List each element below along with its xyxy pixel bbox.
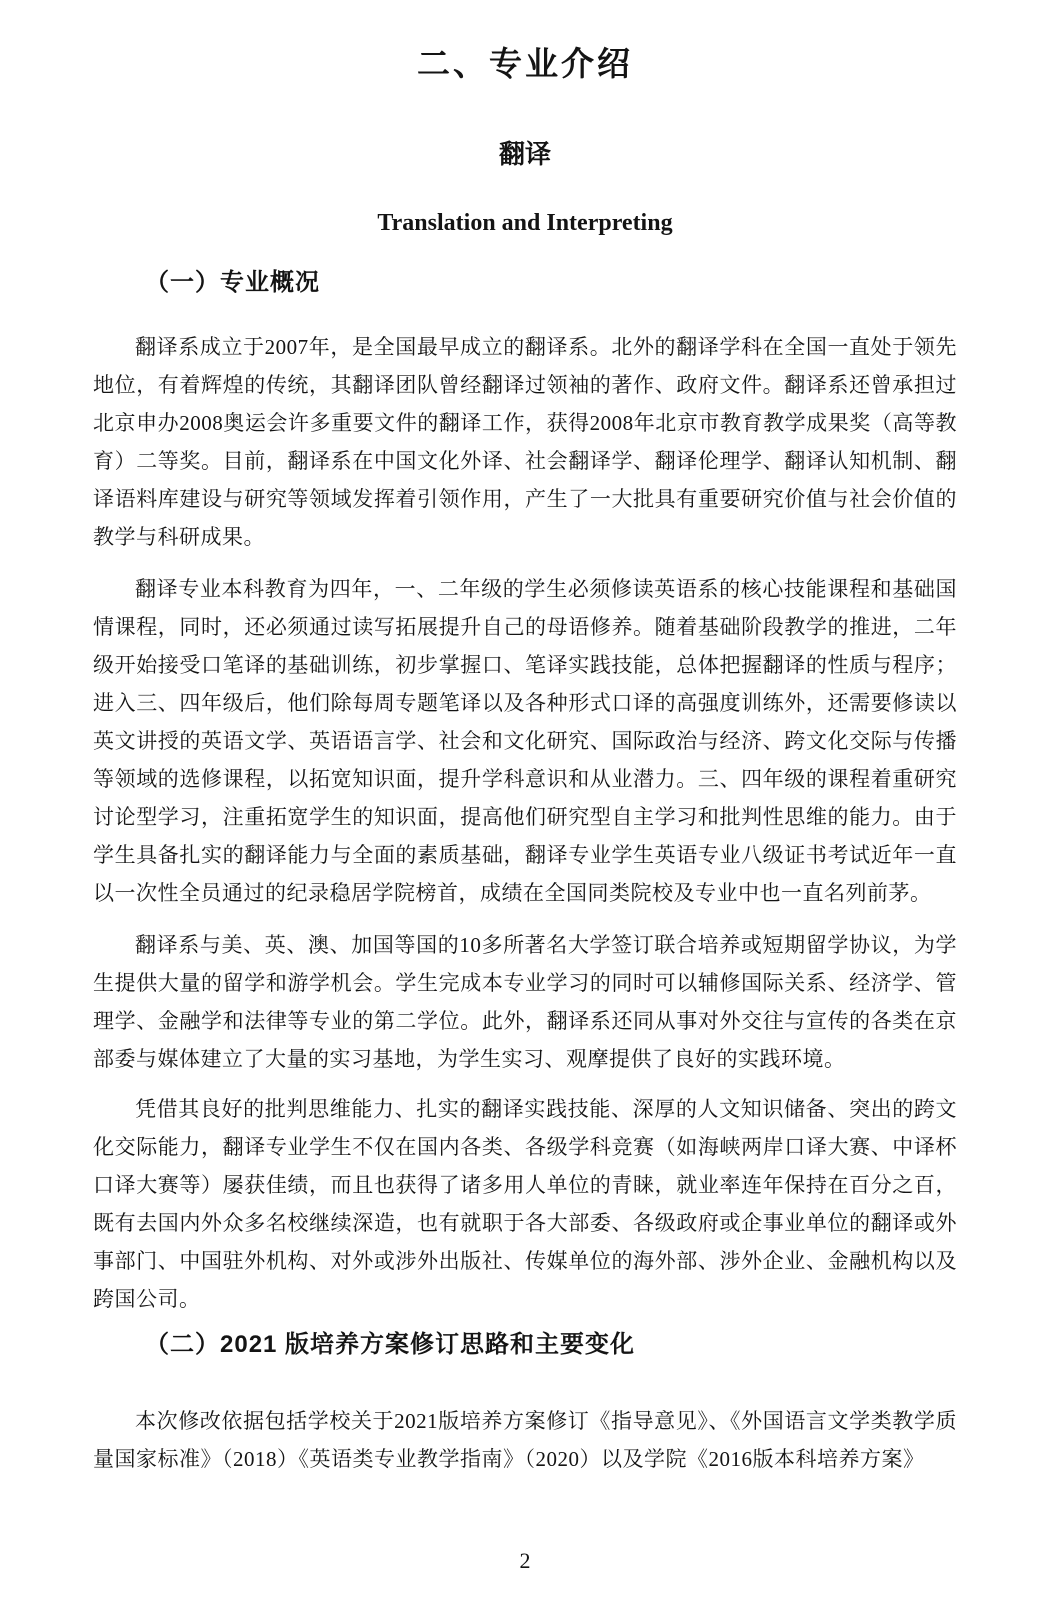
paragraph-exchange: 翻译系与美、英、澳、加国等国的10多所著名大学签订联合培养或短期留学协议，为学生提供大量的留学和游学机会。学生完成本专业学习的同时可以辅修国际关系、经济学、管理学、金融学和法律等专业的第二学位。此外，翻译系还同从事对外交往与宣传的各类在京部委与媒体建立了大量的实习基地，为学生实习、观摩提供了良好的实践环境。	[93, 933, 957, 1071]
section-heading-revision: （二）2021 版培养方案修订思路和主要变化	[145, 1331, 636, 1358]
paragraph-employment: 凭借其良好的批判思维能力、扎实的翻译实践技能、深厚的人文知识储备、突出的跨文化交际能力，翻译专业学生不仅在国内各类、各级学科竞赛（如海峡两岸口译大赛、中译杯口译大赛等）屡获佳绩，而且也获得了诸多用人单位的青睐，就业率连年保持在百分之百，既有去国内外众多名校继续深造，也有就职于各大部委、各级政府或企事业单位的翻译或外事部门、中国驻外机构、对外或涉外出版社、传媒单位的海外部、涉外企业、金融机构以及跨国公司。	[93, 1097, 957, 1311]
paragraph-history: 翻译系成立于2007年，是全国最早成立的翻译系。北外的翻译学科在全国一直处于领先地位，有着辉煌的传统，其翻译团队曾经翻译过领袖的著作、政府文件。翻译系还曾承担过北京申办2008奥运会许多重要文件的翻译工作，获得2008年北京市教育教学成果奖（高等教育）二等奖。目前，翻译系在中国文化外译、社会翻译学、翻译伦理学、翻译认知机制、翻译语料库建设与研究等领域发挥着引领作用，产生了一大批具有重要研究价值与社会价值的教学与科研成果。	[93, 335, 957, 549]
program-title-english: Translation and Interpreting	[377, 210, 673, 236]
program-title-chinese: 翻译	[498, 139, 551, 169]
section-heading-overview: （一）专业概况	[145, 269, 320, 296]
paragraph-revision-basis: 本次修改依据包括学校关于2021版培养方案修订《指导意见》、《外国语言文学类教学质量国家标准》（2018）《英语类专业教学指南》（2020）以及学院《2016版本科培养方案》	[93, 1409, 957, 1471]
document-title: 二、专业介绍	[417, 45, 633, 82]
page-number: 2	[519, 1548, 531, 1573]
paragraph-curriculum: 翻译专业本科教育为四年，一、二年级的学生必须修读英语系的核心技能课程和基础国情课程，同时，还必须通过读写拓展提升自己的母语修养。随着基础阶段教学的推进，二年级开始接受口笔译的基础训练，初步掌握口、笔译实践技能，总体把握翻译的性质与程序；进入三、四年级后，他们除每周专题笔译以及各种形式口译的高强度训练外，还需要修读以英文讲授的英语文学、英语语言学、社会和文化研究、国际政治与经济、跨文化交际与传播等领域的选修课程，以拓宽知识面，提升学科意识和从业潜力。三、四年级的课程着重研究讨论型学习，注重拓宽学生的知识面，提高他们研究型自主学习和批判性思维的能力。由于学生具备扎实的翻译能力与全面的素质基础，翻译专业学生英语专业八级证书考试近年一直以一次性全员通过的纪录稳居学院榜首，成绩在全国同类院校及专业中也一直名列前茅。	[93, 577, 957, 905]
